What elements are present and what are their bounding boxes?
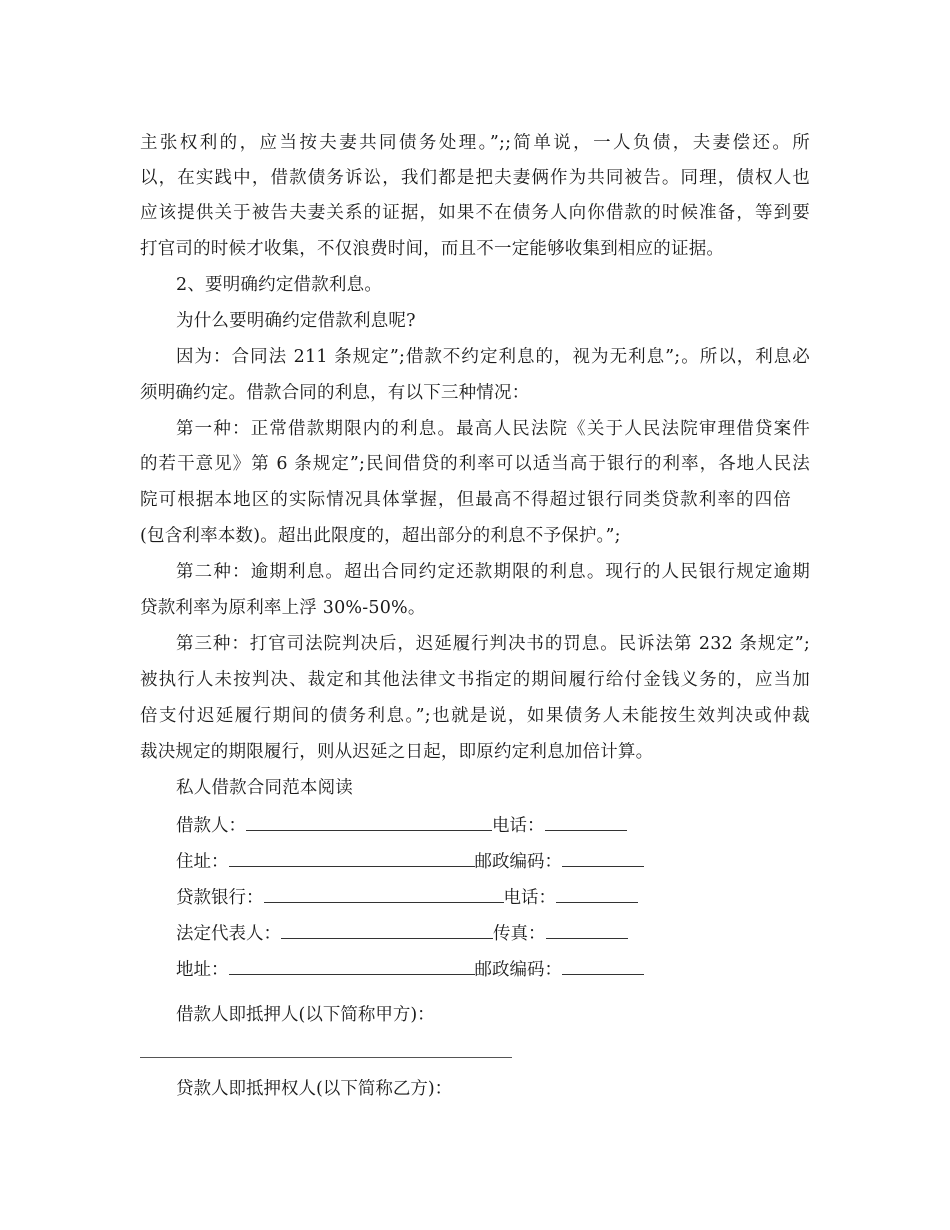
paragraph-line: 贷款利率为原利率上浮 30%-50%。 (140, 598, 426, 618)
paragraph-line: 打官司的时候才收集，不仅浪费时间，而且不一定能够收集到相应的证据。 (140, 239, 725, 259)
postcode2-blank[interactable] (562, 956, 644, 975)
paragraph-line: 第三种：打官司法院判决后，迟延履行判决书的罚息。民诉法第 232 条规定”; (176, 634, 810, 654)
paragraph-line: (包含利率本数)。超出此限度的，超出部分的利息不予保护。”; (140, 526, 621, 546)
address-row (176, 848, 644, 874)
party-a-blank[interactable] (140, 1057, 512, 1058)
paragraph-line: 裁决规定的期限履行，则从迟延之日起，即原约定利息加倍计算。 (140, 742, 654, 762)
address2-row (176, 956, 644, 982)
paragraph-line: 第一种：正常借款期限内的利息。最高人民法院《关于人民法院审理借贷案件 (176, 419, 810, 439)
paragraph-line: 主张权利的，应当按夫妻共同债务处理。”;;简单说，一人负债，夫妻偿还。所 (140, 133, 810, 153)
address2-blank[interactable] (229, 956, 475, 975)
legal-rep-blank[interactable] (281, 920, 493, 939)
fax-label: 传真： (493, 924, 546, 944)
party-a-label: 借款人即抵押人(以下简称甲方)： (176, 1005, 435, 1025)
borrower-row (176, 812, 627, 838)
section-heading: 2、要明确约定借款利息。 (176, 275, 383, 295)
bank-phone-blank[interactable] (556, 884, 638, 903)
paragraph-line: 被执行人未按判决、裁定和其他法律文书指定的期间履行给付金钱义务的，应当加 (140, 670, 810, 690)
legal-rep-label: 法定代表人： (176, 924, 281, 944)
postcode-blank[interactable] (562, 848, 644, 867)
paragraph-line: 的若干意见》第 6 条规定”;民间借贷的利率可以适当高于银行的利率，各地人民法 (140, 454, 810, 474)
paragraph-line: 第二种：逾期利息。超出合同约定还款期限的利息。现行的人民银行规定逾期 (176, 562, 810, 582)
postcode-label: 邮政编码： (474, 852, 562, 872)
paragraph-line: 院可根据本地区的实际情况具体掌握，但最高不得超过银行同类贷款利率的四倍 (140, 490, 791, 510)
bank-phone-label: 电话： (503, 888, 556, 908)
postcode2-label: 邮政编码： (474, 960, 562, 980)
legal-rep-row (176, 920, 628, 946)
bank-label: 贷款银行： (176, 888, 264, 908)
address2-label: 地址： (176, 960, 229, 980)
address-label: 住址： (176, 852, 229, 872)
address-blank[interactable] (229, 848, 475, 867)
borrower-label: 借款人： (176, 816, 246, 836)
section-heading: 私人借款合同范本阅读 (176, 778, 353, 798)
paragraph-line: 因为：合同法 211 条规定”;借款不约定利息的，视为无利息”;。所以，利息必 (176, 347, 810, 367)
paragraph-line: 倍支付迟延履行期间的债务利息。”;也就是说，如果债务人未能按生效判决或仲裁 (140, 706, 810, 726)
paragraph-line: 应该提供关于被告夫妻关系的证据，如果不在债务人向你借款的时候准备，等到要 (140, 203, 810, 223)
borrower-phone-blank[interactable] (545, 812, 627, 831)
paragraph-line: 为什么要明确约定借款利息呢? (176, 311, 416, 331)
borrower-phone-label: 电话： (492, 816, 545, 836)
paragraph-line: 以，在实践中，借款债务诉讼，我们都是把夫妻俩作为共同被告。同理，债权人也 (140, 168, 810, 188)
borrower-blank[interactable] (246, 812, 492, 831)
party-b-label: 贷款人即抵押权人(以下简称乙方)： (176, 1079, 453, 1099)
fax-blank[interactable] (546, 920, 628, 939)
bank-row (176, 884, 638, 910)
bank-blank[interactable] (264, 884, 504, 903)
paragraph-line: 须明确约定。借款合同的利息，有以下三种情况： (140, 383, 530, 403)
